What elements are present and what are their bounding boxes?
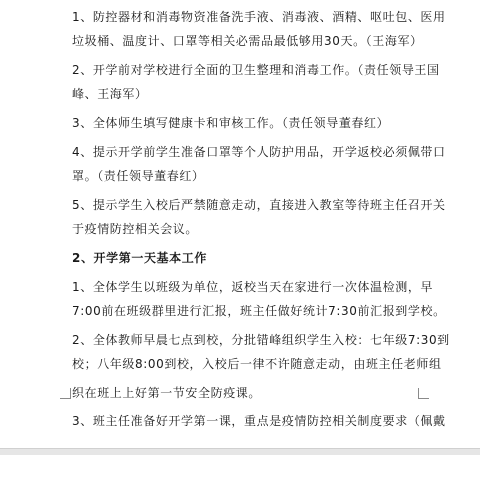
section-heading: 2、开学第一天基本工作 — [72, 251, 207, 265]
paragraph-line: 7:00前在班级群里进行汇报，班主任做好统计7:30前汇报到学校。 — [72, 304, 446, 318]
paragraph-line: 罩。（责任领导董春红） — [72, 169, 205, 183]
page-margin-corner-right — [418, 388, 429, 399]
page-margin-corner-left — [60, 388, 71, 399]
paragraph-line: 1、全体学生以班级为单位，返校当天在家进行一次体温检测，早 — [72, 280, 434, 294]
paragraph-line: 2、开学前对学校进行全面的卫生整理和消毒工作。（责任领导王国 — [72, 63, 440, 77]
paragraph-line: 3、班主任准备好开学第一课，重点是疫情防控相关制度要求（佩戴 — [72, 414, 446, 428]
paragraph-line: 于疫情防控相关会议。 — [72, 222, 199, 236]
paragraph-line: 5、提示学生入校后严禁随意走动，直接进入教室等待班主任召开关 — [72, 198, 446, 212]
paragraph-line: 2、全体教师早晨七点到校，分批错峰组织学生入校：七年级7:30到 — [72, 333, 450, 347]
paragraph-line: 4、提示开学前学生准备口罩等个人防护用品，开学返校必须佩带口 — [72, 145, 446, 159]
paragraph-line: 织在班上上好第一节安全防疫课。 — [72, 386, 262, 400]
paragraph-line: 峰、王海军） — [72, 87, 148, 101]
paragraph-line: 1、防控器材和消毒物资准备洗手液、消毒液、酒精、呕吐包、医用 — [72, 10, 446, 24]
paragraph-line: 校；八年级8:00到校，入校后一律不许随意走动，由班主任老师组 — [72, 357, 442, 371]
next-page-area — [0, 455, 480, 480]
paragraph-line: 垃圾桶、温度计、口罩等相关必需品最低够用30天。（王海军） — [72, 34, 423, 48]
paragraph-line: 3、全体师生填写健康卡和审核工作。（责任领导董春红） — [72, 116, 390, 130]
